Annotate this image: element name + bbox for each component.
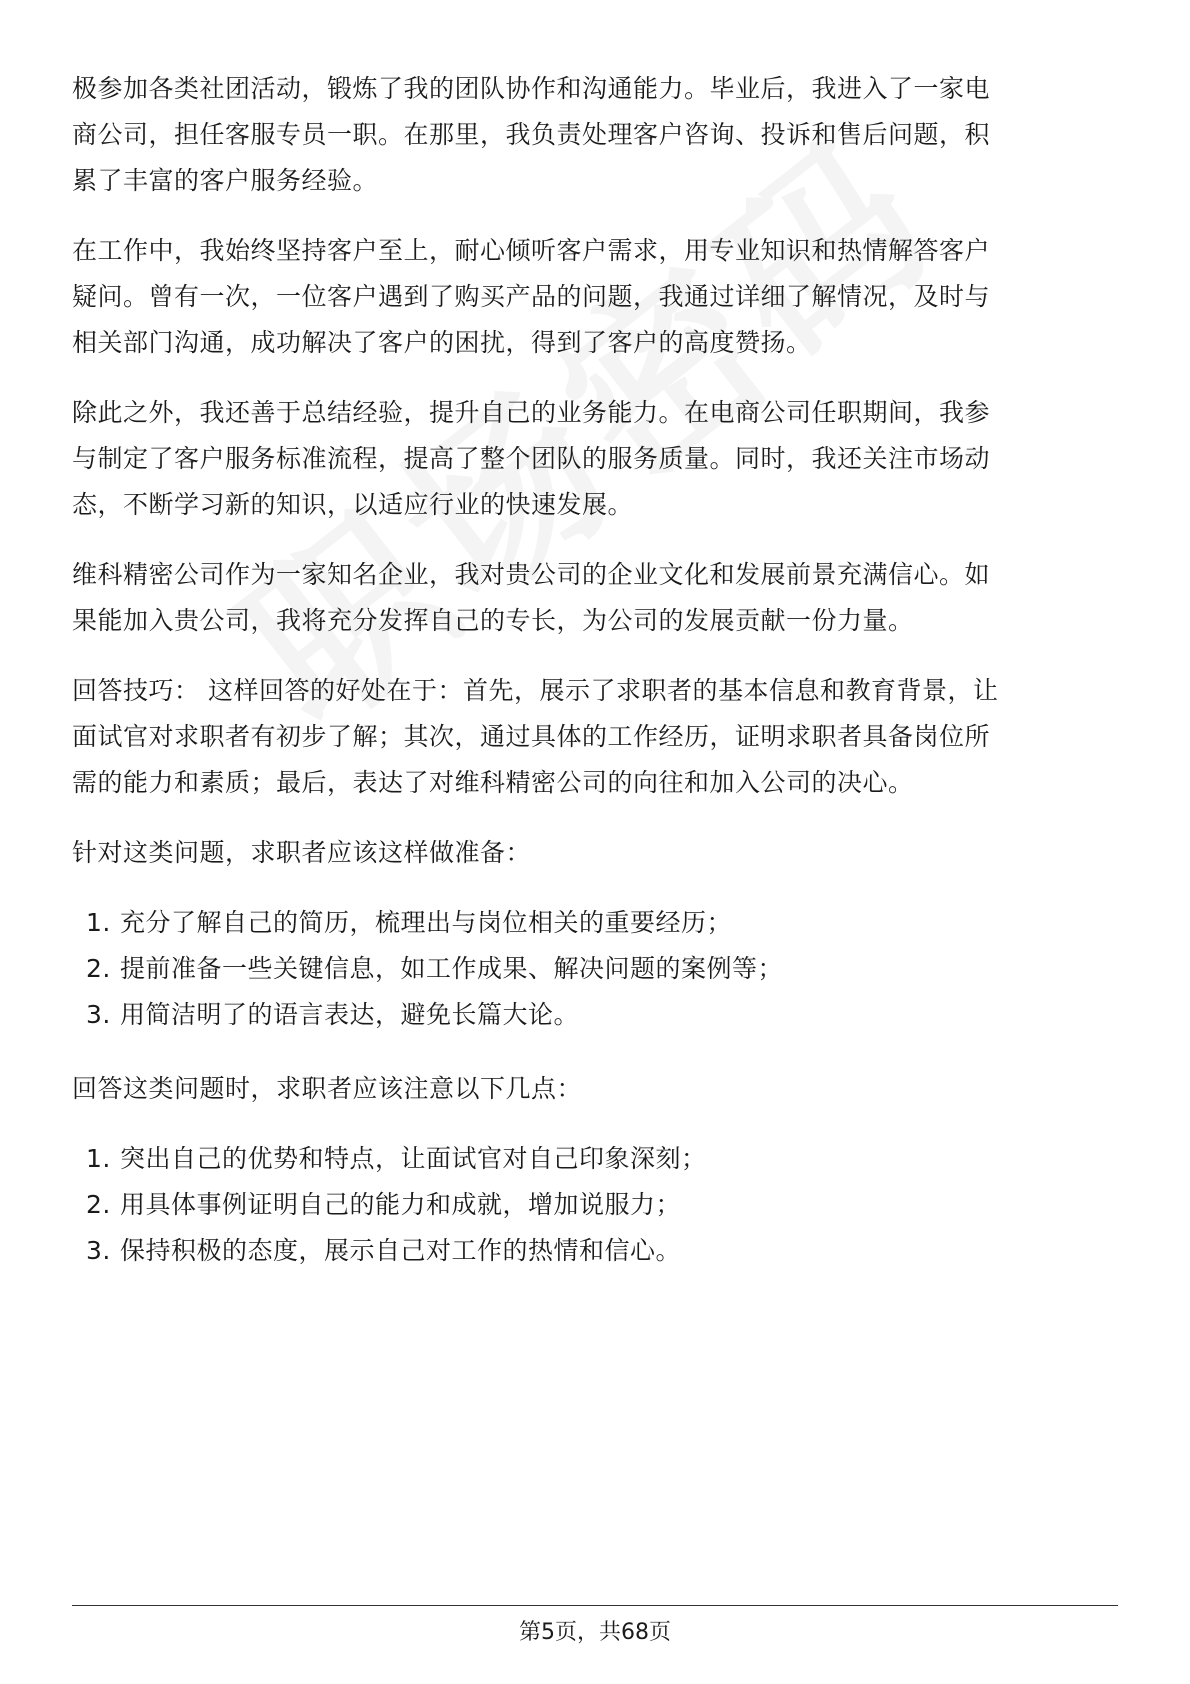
list-number: 3. <box>86 1236 111 1265</box>
notes-list <box>72 1136 1132 1274</box>
list-number: 2. <box>86 954 111 983</box>
footer-divider <box>72 1605 1118 1606</box>
prep-heading-text: 针对这类问题，求职者应该这样做准备： <box>72 838 532 867</box>
list-number: 2. <box>86 1190 111 1219</box>
paragraph-experience <box>72 66 1132 204</box>
notes-heading <box>72 1066 1132 1112</box>
paragraph-line: 回答技巧： 这样回答的好处在于：首先，展示了求职者的基本信息和教育背景，让 <box>72 676 999 705</box>
paragraph-line: 与制定了客户服务标准流程，提高了整个团队的服务质量。同时，我还关注市场动 <box>72 444 991 473</box>
list-number: 3. <box>86 1000 111 1029</box>
list-item <box>72 900 1132 946</box>
paragraph-line: 需的能力和素质；最后，表达了对维科精密公司的向往和加入公司的决心。 <box>72 768 914 797</box>
paragraph-work <box>72 228 1132 366</box>
list-text: 提前准备一些关键信息，如工作成果、解决问题的案例等； <box>120 954 784 983</box>
prep-list <box>72 900 1132 1038</box>
prep-heading <box>72 830 1132 876</box>
paragraph-line: 相关部门沟通，成功解决了客户的困扰，得到了客户的高度赞扬。 <box>72 328 812 357</box>
paragraph-line: 果能加入贵公司，我将充分发挥自己的专长，为公司的发展贡献一份力量。 <box>72 606 914 635</box>
list-text: 保持积极的态度，展示自己对工作的热情和信心。 <box>120 1236 682 1265</box>
list-text: 充分了解自己的简历，梳理出与岗位相关的重要经历； <box>120 908 733 937</box>
list-item <box>72 1228 1132 1274</box>
paragraph-skills <box>72 390 1132 528</box>
paragraph-line: 维科精密公司作为一家知名企业，我对贵公司的企业文化和发展前景充满信心。如 <box>72 560 991 589</box>
list-item <box>72 946 1132 992</box>
list-number: 1. <box>86 908 111 937</box>
paragraph-line: 态，不断学习新的知识，以适应行业的快速发展。 <box>72 490 634 519</box>
list-item <box>72 1136 1132 1182</box>
paragraph-line: 商公司，担任客服专员一职。在那里，我负责处理客户咨询、投诉和售后问题，积 <box>72 120 991 149</box>
paragraph-line: 累了丰富的客户服务经验。 <box>72 166 379 195</box>
page-content <box>72 66 1132 1302</box>
paragraph-company <box>72 552 1132 644</box>
paragraph-tips <box>72 668 1132 806</box>
list-text: 用简洁明了的语言表达，避免长篇大论。 <box>120 1000 580 1029</box>
paragraph-line: 极参加各类社团活动，锻炼了我的团队协作和沟通能力。毕业后，我进入了一家电 <box>72 74 991 103</box>
list-text: 用具体事例证明自己的能力和成就，增加说服力； <box>120 1190 682 1219</box>
list-item <box>72 992 1132 1038</box>
list-number: 1. <box>86 1144 111 1173</box>
list-text: 突出自己的优势和特点，让面试官对自己印象深刻； <box>120 1144 707 1173</box>
list-item <box>72 1182 1132 1228</box>
paragraph-line: 疑问。曾有一次，一位客户遇到了购买产品的问题，我通过详细了解情况，及时与 <box>72 282 991 311</box>
paragraph-line: 除此之外，我还善于总结经验，提升自己的业务能力。在电商公司任职期间，我参 <box>72 398 991 427</box>
notes-heading-text: 回答这类问题时，求职者应该注意以下几点： <box>72 1074 583 1103</box>
paragraph-line: 面试官对求职者有初步了解；其次，通过具体的工作经历，证明求职者具备岗位所 <box>72 722 991 751</box>
page-number: 第5页，共68页 <box>519 1620 671 1645</box>
paragraph-line: 在工作中，我始终坚持客户至上，耐心倾听客户需求，用专业知识和热情解答客户 <box>72 236 991 265</box>
